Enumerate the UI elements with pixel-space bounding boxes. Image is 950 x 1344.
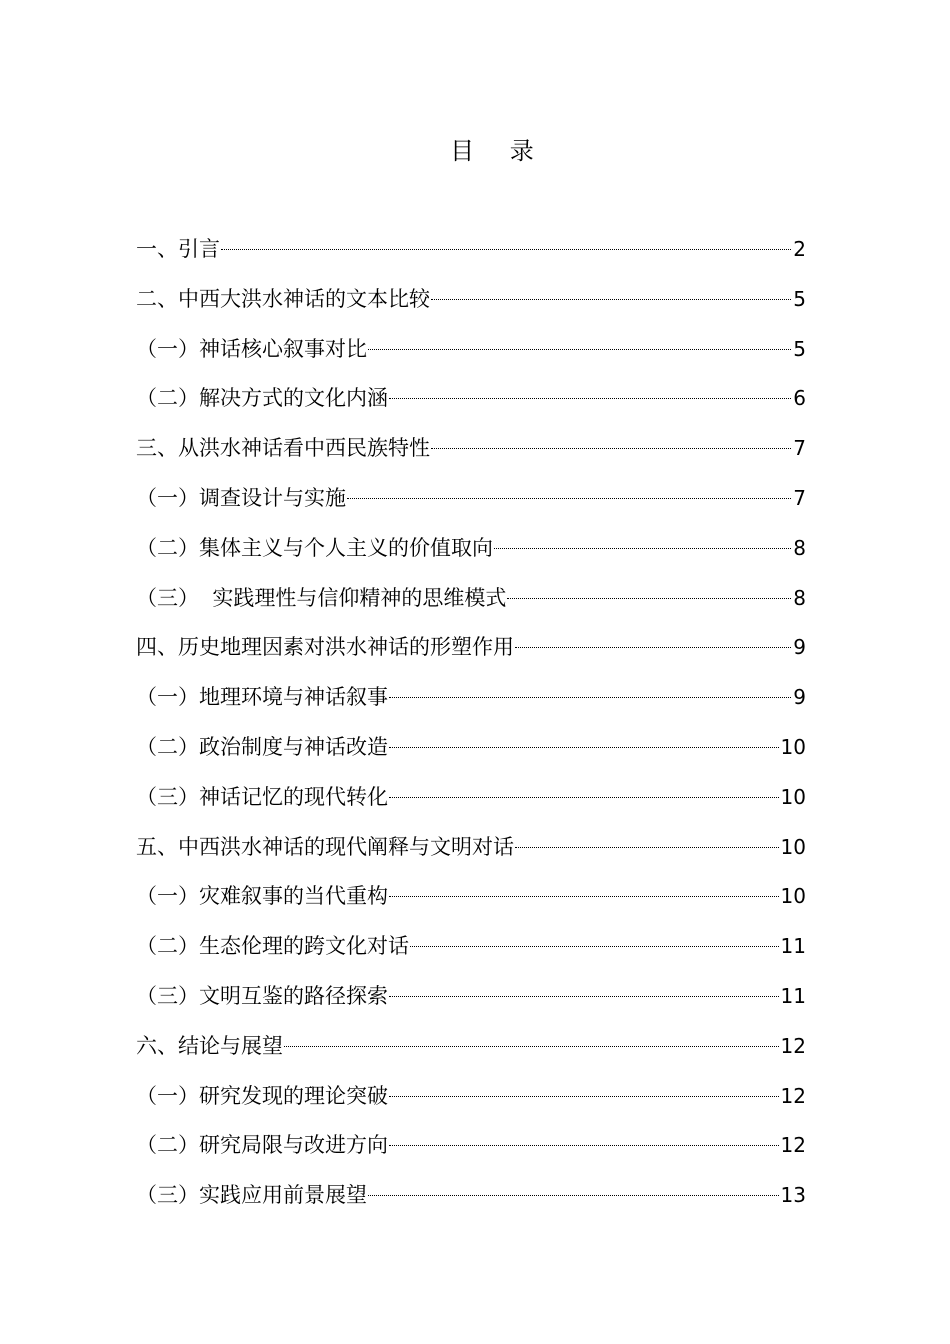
toc-entry-page-number: 10	[780, 734, 806, 759]
toc-entry-page-number: 7	[793, 485, 806, 510]
toc-entry-page-number: 13	[780, 1183, 806, 1208]
toc-entry[interactable]	[136, 1171, 806, 1221]
toc-entry-title: 四、历史地理因素对洪水神话的形塑作用	[136, 635, 514, 660]
toc-entry[interactable]	[136, 1121, 806, 1171]
toc-dot-leader	[431, 299, 791, 300]
toc-entry-page-number: 8	[793, 535, 806, 560]
toc-entry[interactable]	[136, 623, 806, 673]
toc-entry-page-number: 12	[780, 1033, 806, 1058]
toc-entry[interactable]	[136, 972, 806, 1022]
toc-entry-title: 六、结论与展望	[136, 1033, 283, 1058]
toc-entry[interactable]	[136, 374, 806, 424]
toc-entry-page-number: 8	[793, 585, 806, 610]
toc-entry-page-number: 10	[780, 834, 806, 859]
toc-entry-page-number: 11	[780, 983, 806, 1008]
toc-entry-page-number: 11	[780, 934, 806, 959]
toc-entry-title: 二、中西大洪水神话的文本比较	[136, 286, 430, 311]
toc-entry[interactable]	[136, 474, 806, 524]
toc-dot-leader	[389, 398, 791, 399]
toc-dot-leader	[410, 946, 779, 947]
toc-dot-leader	[389, 797, 779, 798]
toc-entry-title: （三）文明互鉴的路径探索	[136, 983, 388, 1008]
toc-entry-title: （一）神话核心叙事对比	[136, 336, 367, 361]
toc-entry-title: （二）研究局限与改进方向	[136, 1133, 388, 1158]
toc-dot-leader	[368, 349, 791, 350]
toc-entry-title: （三）实践应用前景展望	[136, 1183, 367, 1208]
toc-entry-page-number: 9	[793, 635, 806, 660]
toc-entry-title: （二）生态伦理的跨文化对话	[136, 934, 409, 959]
table-of-contents	[136, 225, 806, 1221]
toc-entry-title: （三） 实践理性与信仰精神的思维模式	[136, 585, 507, 610]
toc-entry[interactable]	[136, 1022, 806, 1072]
toc-entry-title: （一）研究发现的理论突破	[136, 1083, 388, 1108]
toc-entry-title: 一、引言	[136, 237, 220, 261]
toc-dot-leader	[389, 996, 779, 997]
toc-dot-leader	[389, 896, 779, 897]
toc-entry-title: 三、从洪水神话看中西民族特性	[136, 436, 430, 461]
toc-entry[interactable]	[136, 225, 806, 275]
toc-entry[interactable]	[136, 823, 806, 873]
toc-dot-leader	[507, 598, 791, 599]
toc-entry-page-number: 9	[793, 685, 806, 710]
toc-entry-title: （二）集体主义与个人主义的价值取向	[136, 535, 493, 560]
toc-entry[interactable]	[136, 922, 806, 972]
toc-entry-title: （一）调查设计与实施	[136, 485, 346, 510]
toc-entry-title: （二）政治制度与神话改造	[136, 734, 388, 759]
toc-entry-page-number: 7	[793, 436, 806, 461]
toc-entry-title: （二）解决方式的文化内涵	[136, 386, 388, 411]
toc-entry[interactable]	[136, 275, 806, 325]
toc-entry-page-number: 6	[793, 386, 806, 411]
toc-dot-leader	[284, 1046, 779, 1047]
toc-entry[interactable]	[136, 574, 806, 624]
toc-entry-page-number: 10	[780, 784, 806, 809]
toc-entry[interactable]	[136, 1072, 806, 1122]
toc-entry-page-number: 10	[780, 884, 806, 909]
toc-dot-leader	[389, 1096, 779, 1097]
toc-entry[interactable]	[136, 673, 806, 723]
toc-entry[interactable]	[136, 872, 806, 922]
toc-dot-leader	[515, 847, 779, 848]
toc-dot-leader	[431, 448, 791, 449]
toc-dot-leader	[389, 747, 779, 748]
toc-entry-page-number: 5	[793, 286, 806, 311]
toc-dot-leader	[389, 1145, 779, 1146]
toc-entry[interactable]	[136, 424, 806, 474]
toc-entry-page-number: 2	[793, 237, 806, 261]
toc-entry[interactable]	[136, 723, 806, 773]
page-title: 目 录	[450, 137, 548, 165]
toc-entry-page-number: 5	[793, 336, 806, 361]
toc-dot-leader	[347, 498, 791, 499]
toc-dot-leader	[389, 697, 791, 698]
toc-entry-title: （一）地理环境与神话叙事	[136, 685, 388, 710]
toc-dot-leader	[494, 548, 791, 549]
toc-entry-title: （三）神话记忆的现代转化	[136, 784, 388, 809]
toc-entry[interactable]	[136, 325, 806, 375]
toc-entry-title: 五、中西洪水神话的现代阐释与文明对话	[136, 834, 514, 859]
toc-entry[interactable]	[136, 524, 806, 574]
toc-dot-leader	[515, 647, 791, 648]
toc-entry-page-number: 12	[780, 1083, 806, 1108]
toc-entry-page-number: 12	[780, 1133, 806, 1158]
toc-entry[interactable]	[136, 773, 806, 823]
toc-entry-title: （一）灾难叙事的当代重构	[136, 884, 388, 909]
toc-dot-leader	[368, 1195, 779, 1196]
toc-dot-leader	[221, 249, 791, 250]
